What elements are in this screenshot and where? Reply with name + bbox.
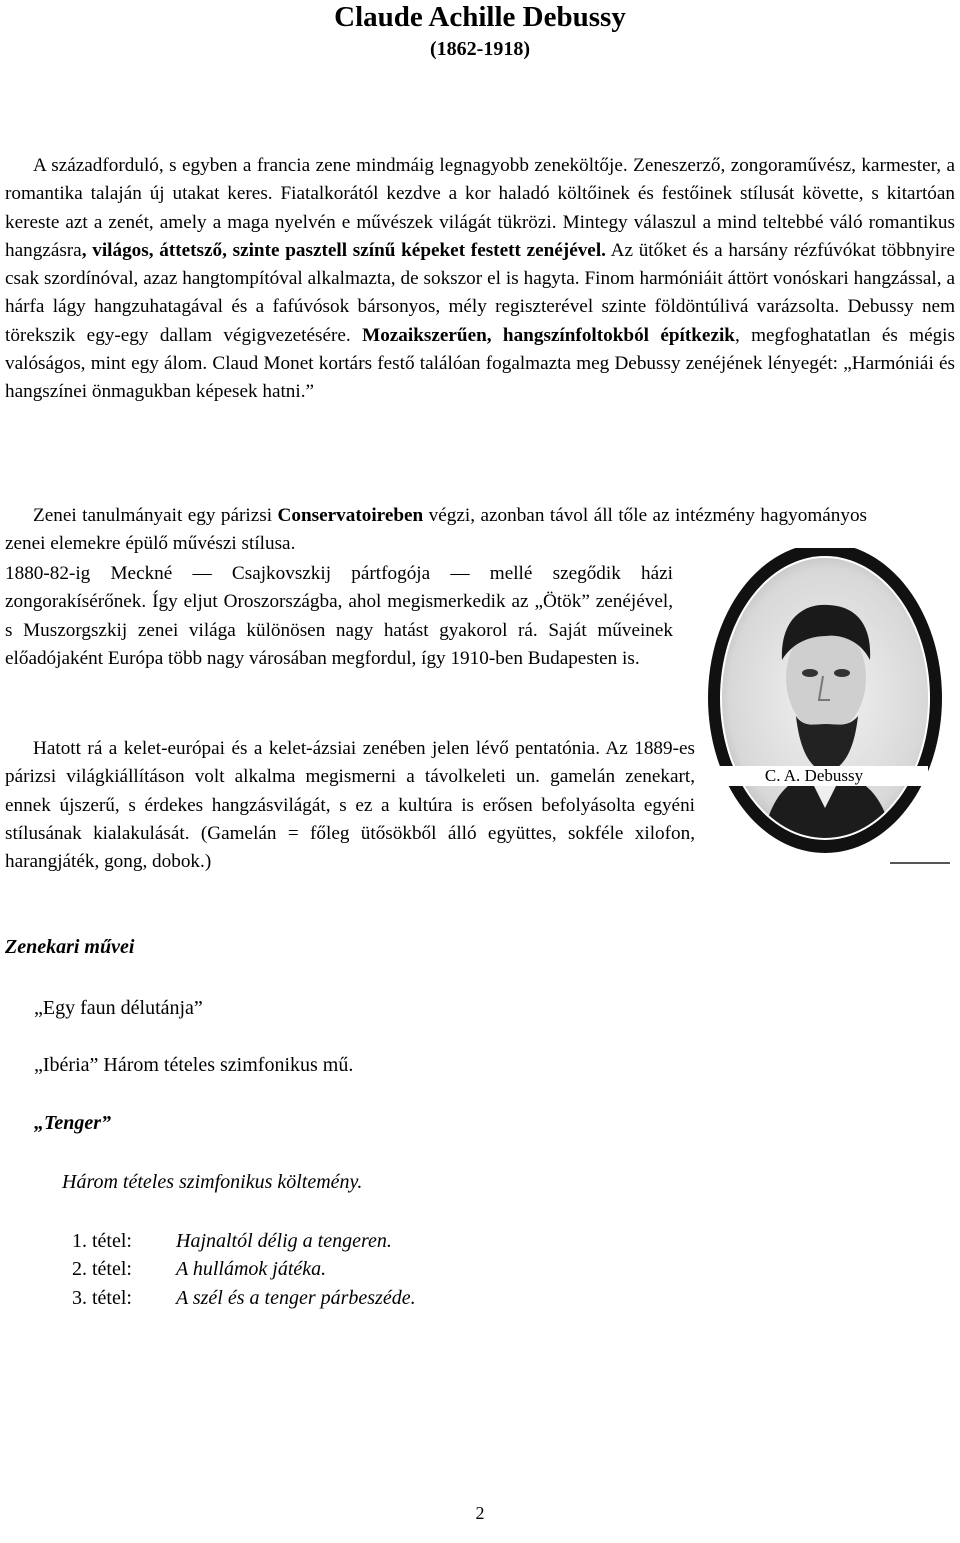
work-description: Három tételes szimfonikus költemény. (62, 1171, 363, 1193)
movement-name: A szél és a tenger párbeszéde. (176, 1287, 416, 1309)
life-years: (1862-1918) (430, 38, 530, 60)
intro-text-3: , megfoghatatlan és mégis valóságos, mint egy álom. Claud Monet kortárs festő találóan fogalmazta meg Debussy zenéjének lényegét: „Harmóniái és hangszínei önmagukban képesek hatni.” (5, 324, 955, 403)
studies-bold-text: Conservatoireben (277, 505, 424, 526)
work-item: „Tenger” (34, 1112, 112, 1134)
movement-number: 1. tétel: (72, 1230, 132, 1252)
movement-number: 2. tétel: (72, 1258, 132, 1280)
russia-paragraph: 1880-82-ig Meckné — Csajkovszkij pártfogója — mellé szegődik házi zongorakísérőnek. Így eljut Oroszországba, ahol megismerkedik az „Ötök” zenéjével, s Muszorgszkij zenei világa különösen nagy hatást gyakorol rá. Saját műveinek előadójaként Európa több nagy városában megfordul, így 1910-ben Budapesten is. (5, 563, 673, 669)
intro-text-2: Az ütőket és a harsány rézfúvókat többnyire csak szordínóval, azaz hangtompítóval alkalmazta, de sokszor el is hagyta. Finom harmóniáit áttört vonóskari hangzással, a hárfa lágy hangzuhatagával és a fafúvósok bársonyos, mély regiszterével szinte földöntúlivá varázsolta. Debussy nem törekszik egy-egy dallam végigvezetésére. (5, 239, 955, 346)
intro-bold-text-2: Mozaikszerűen, hangszínfoltokból építkezik (362, 324, 735, 346)
page-number: 2 (475, 1503, 485, 1523)
movement-name: A hullámok játéka. (176, 1258, 327, 1280)
movement-name: Hajnaltól délig a tengeren. (176, 1230, 392, 1252)
portrait-caption: C. A. Debussy (700, 766, 928, 786)
page-title: Claude Achille Debussy (334, 1, 626, 33)
movement-item (72, 1287, 416, 1310)
studies-text: Zenei tanulmányait egy párizsi (33, 505, 278, 526)
movement-number: 3. tétel: (72, 1287, 132, 1309)
intro-bold-text: , világos, áttetsző, szinte pasztell színű képeket festett zenéjével. (81, 239, 606, 261)
intro-paragraph (5, 152, 955, 407)
section-heading: Zenekari művei (5, 936, 135, 958)
intro-text: A századforduló, s egyben a francia zene mindmáig legnagyobb zeneköltője. Zeneszerző, zongoraművész, karmester, a romantika talaján új utakat keres. Fiatalkorától kezdve a kor haladó költőinek és festőinek stílusát követte, s kitartóan kereste azt a zenét, amely a maga nyelvén e művészek világát tükrözi. Mintegy válaszul a mind teltebbé váló romantikus hangzásra (5, 155, 955, 261)
debussy-portrait (700, 548, 955, 878)
studies-text-2: végzi, azonban távol áll tőle az intézmény hagyományos zenei elemekre épülő művészi stílusa. (5, 505, 868, 555)
pentatonic-paragraph: Hatott rá a kelet-európai és a kelet-ázsiai zenében jelen lévő pentatónia. Az 1889-es párizsi világkiállításon volt alkalma megismerni a távolkeleti un. gamelán zenekart, ennek újszerű, s érdekes hangzásvilágát, s ez a kultúra is erősen befolyásolta egyéni stílusának kialakulását. (Gamelán = főleg ütősökből álló együttes, sokféle xilofon, harangjáték, gong, dobok.) (5, 738, 695, 873)
work-item: „Ibéria” Három tételes szimfonikus mű. (34, 1054, 354, 1076)
movement-item (72, 1230, 392, 1253)
work-item: „Egy faun délutánja” (34, 997, 203, 1019)
movement-item (72, 1258, 326, 1281)
